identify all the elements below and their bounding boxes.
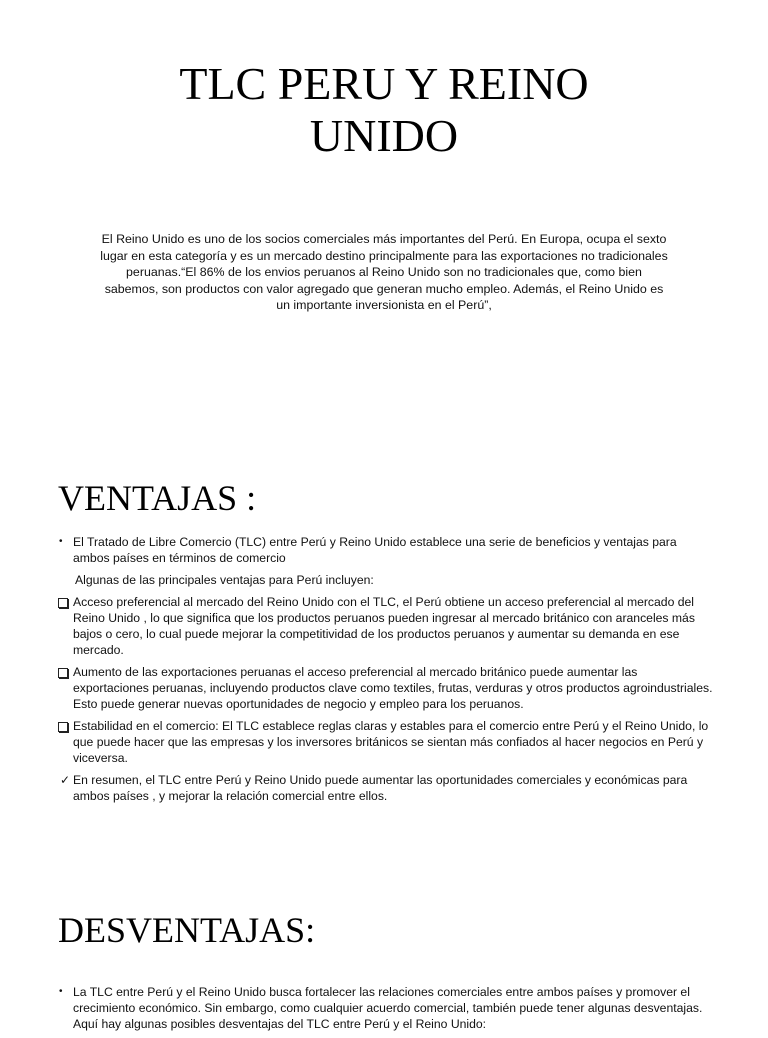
bullet-icon: • xyxy=(59,536,63,547)
list-item xyxy=(58,718,714,766)
checkmark-icon: ✓ xyxy=(60,773,71,787)
title-line-1: TLC PERU Y REINO xyxy=(179,58,589,109)
list-item xyxy=(58,772,714,804)
list-item xyxy=(58,664,714,712)
intro-paragraph: El Reino Unido es uno de los socios comerciales más importantes del Perú. En Europa, ocupa el sexto lugar en esta categoría y es un mercado destino principalmente para las exportaciones no tradicionales peruanas.“El 86% de los envios peruanos al Reino Unido son no tradicionales que, como bien sabemos, son productos con valor agregado que generan mucho empleo. Además, el Reino Unido es un importante inversionista en el Perú”, xyxy=(100,232,668,312)
title-line-2: UNIDO xyxy=(309,110,459,161)
list-item xyxy=(58,534,714,566)
list-item-text: Acceso preferencial al mercado del Reino Unido con el TLC, el Perú obtiene un acceso preferencial al mercado del Reino Unido , lo que significa que los productos peruanos pueden ingresar al mercado británico con aranceles más bajos o cero, lo cual puede mejorar la competitividad de los productos peruanos y aumentar su demanda en ese mercado. xyxy=(73,595,695,657)
list-item-text: Estabilidad en el comercio: El TLC establece reglas claras y estables para el comercio entre Perú y el Reino Unido, lo que puede hacer que las empresas y los inversores británicos se sientan más confiados al hacer negocios en Perú y viceversa. xyxy=(73,719,709,765)
ventajas-heading: VENTAJAS : xyxy=(58,478,257,518)
list-item-text: El Tratado de Libre Comercio (TLC) entre Perú y Reino Unido establece una serie de beneficios y ventajas para ambos países en términos de comercio xyxy=(73,535,677,565)
desventajas-list xyxy=(58,984,714,1038)
list-item-text: La TLC entre Perú y el Reino Unido busca fortalecer las relaciones comerciales entre ambos países y promover el crecimiento económico. Sin embargo, como cualquier acuerdo comercial, también puede tener algunas desventajas. Aquí hay algunas posibles desventajas del TLC entre Perú y el Reino Unido: xyxy=(73,985,703,1031)
ventajas-list xyxy=(58,534,714,810)
checkbox-bullet-icon xyxy=(58,722,68,732)
list-item-text: En resumen, el TLC entre Perú y Reino Unido puede aumentar las oportunidades comerciales y económicas para ambos países , y mejorar la relación comercial entre ellos. xyxy=(73,773,688,803)
list-item xyxy=(58,594,714,658)
list-item-text: Aumento de las exportaciones peruanas el acceso preferencial al mercado británico puede aumentar las exportaciones peruanas, incluyendo productos clave como textiles, frutas, verduras y otros productos agroindustriales. Esto puede generar nuevas oportunidades de negocio y empleo para los peruanos. xyxy=(73,665,713,711)
list-item xyxy=(58,984,714,1032)
list-item xyxy=(58,572,714,588)
document-title xyxy=(0,58,768,162)
desventajas-heading: DESVENTAJAS: xyxy=(58,910,316,950)
bullet-icon: • xyxy=(59,986,63,997)
checkbox-bullet-icon xyxy=(58,668,68,678)
checkbox-bullet-icon xyxy=(58,598,68,608)
list-item-text: Algunas de las principales ventajas para Perú incluyen: xyxy=(75,573,374,587)
